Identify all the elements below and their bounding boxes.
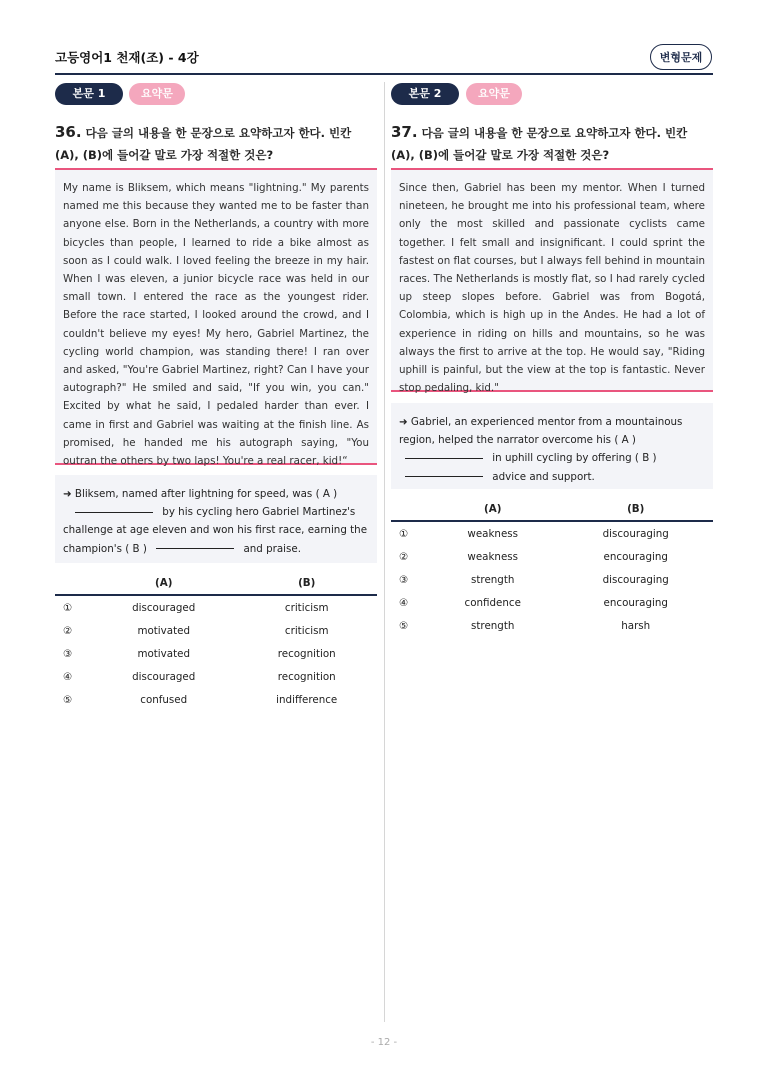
- summary-text-part1: ➜ Bliksem, named after lightning for speed, was ( A ): [63, 488, 338, 500]
- summary-text-part3: advice and support.: [492, 470, 595, 483]
- question-37-title: [391, 121, 713, 166]
- summary-text-part3: and praise.: [243, 542, 301, 555]
- section-label-1: 본문 1: [55, 83, 123, 105]
- question-text: 다음 글의 내용을 한 문장으로 요약하고자 한다. 빈칸 (A), (B)에 들어갈 말로 가장 적절한 것은?: [55, 126, 352, 162]
- page-number: - 12 -: [370, 1037, 398, 1048]
- summary-1: [55, 475, 377, 563]
- question-number: 37.: [391, 123, 418, 141]
- option-row[interactable]: ⑤ confused indifference: [63, 693, 338, 706]
- section-label-2: 본문 2: [391, 83, 459, 105]
- question-number: 36.: [55, 123, 82, 141]
- column-header-b: (B): [236, 572, 377, 595]
- blank-b: [156, 548, 234, 549]
- question-text: 다음 글의 내용을 한 문장으로 요약하고자 한다. 빈칸 (A), (B)에 들어갈 말로 가장 적절한 것은?: [391, 126, 688, 162]
- option-row[interactable]: ④ discouraged recognition: [63, 670, 336, 683]
- question-36-title: [55, 121, 377, 166]
- type-label-2: 요약문: [466, 83, 522, 105]
- option-row[interactable]: ④ confidence encouraging: [399, 596, 668, 609]
- option-row[interactable]: ② weakness encouraging: [399, 550, 668, 563]
- summary-text-part1: ➜ Gabriel, an experienced mentor from a mountainous region, helped the narrator overcome his ( A ): [399, 416, 683, 447]
- answer-options-36: [55, 572, 377, 711]
- option-row[interactable]: ⑤ strength harsh: [399, 619, 651, 632]
- passage-1: My name is Bliksem, which means "lightning." My parents named me this because they wanted me to be faster than anyone else. Born in the Netherlands, a country with more bicycles than people, I learned to ride a bike almost as soon as I could walk. I loved feeling the breeze in my hair. When I was eleven, a junior bicycle race was held in our small town. I entered the race as the youngest rider. Before the race started, I looked around the crowd, and I couldn't believe my eyes! My hero, Gabriel Martinez, the cycling world champion, was standing there! I ran over and asked, "You're Gabriel Martinez, right? Can I have your autograph?" He smiled and said, "If you win, you can." Excited by what he said, I pedaled harder than ever. I came in first and Gabriel was waiting at the finish line. As promised, he handed me his autograph saying, "You outran the others by two laps! You're a real racer, kid!“: [55, 168, 377, 465]
- option-row[interactable]: ① weakness discouraging: [399, 527, 669, 540]
- summary-2: [391, 403, 713, 489]
- answer-options-37: [391, 498, 713, 637]
- blank-a: [75, 512, 153, 513]
- passage-2: Since then, Gabriel has been my mentor. When I turned nineteen, he brought me into his professional team, where only the most skilled and passionate cyclists came together. I felt small and insignificant. I could sprint the fastest on flat courses, but I always fell behind in mountain races. The Netherlands is mostly flat, so I had rarely cycled up steep slopes before. Gabriel was from Bogotá, Colombia, which is high up in the Andes. He had a lot of experience in riding on hills and mountains, so he was always the first to arrive at the top. He would say, "Riding uphill is painful, but the view at the top is fantastic. Never stop pedaling, kid.": [391, 168, 713, 392]
- column-header-b: (B): [558, 498, 713, 521]
- summary-text-part2: by his cycling hero Gabriel Martinez's challenge at age eleven and won his first race, earning the champion's ( B ): [63, 506, 368, 555]
- summary-text-part2: in uphill cycling by offering ( B ): [492, 452, 657, 465]
- blank-a: [405, 458, 483, 459]
- page-title: 고등영어1 천재(조) - 4강: [55, 50, 199, 65]
- header-divider: [55, 73, 713, 75]
- option-row[interactable]: ② motivated criticism: [63, 624, 329, 637]
- type-label-1: 요약문: [129, 83, 185, 105]
- column-header-a: (A): [91, 572, 236, 595]
- option-row[interactable]: ① discouraged criticism: [63, 601, 329, 614]
- problem-type-badge: 변형문제: [650, 44, 712, 70]
- option-row[interactable]: ③ strength discouraging: [399, 573, 669, 586]
- column-divider: [384, 82, 385, 1022]
- column-header-a: (A): [427, 498, 558, 521]
- blank-b: [405, 476, 483, 477]
- option-row[interactable]: ③ motivated recognition: [63, 647, 336, 660]
